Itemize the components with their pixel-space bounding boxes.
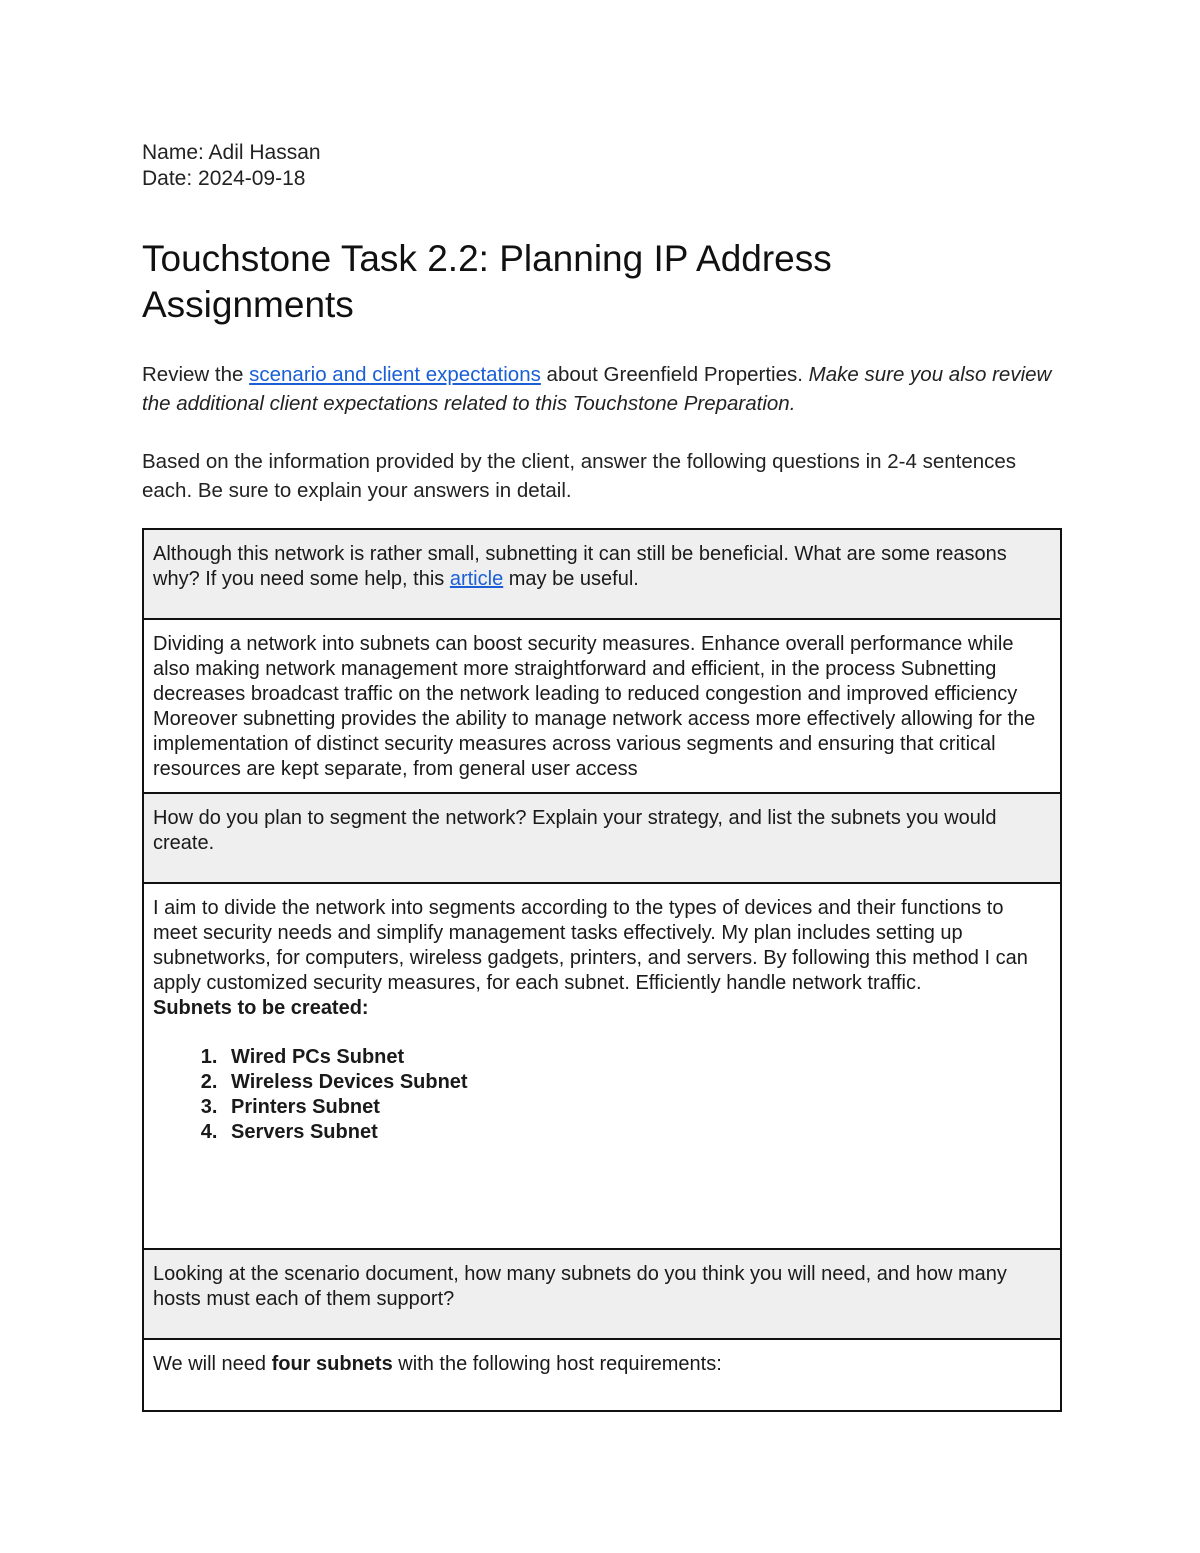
table-row xyxy=(143,793,1061,883)
answer-2-cell[interactable] xyxy=(143,883,1061,1249)
question-1-cell xyxy=(143,529,1061,619)
intro-suffix: about Greenfield Properties. xyxy=(540,363,809,386)
document-page xyxy=(142,140,1062,505)
student-name: Name: Adil Hassan xyxy=(142,141,321,164)
question-1-suffix: may be useful. xyxy=(503,568,639,590)
table-row xyxy=(143,1339,1061,1411)
intro-paragraph xyxy=(142,360,1062,418)
answer-3-cell[interactable] xyxy=(143,1339,1061,1411)
answer-2-text: I aim to divide the network into segments according to the types of devices and their functions to meet security needs and simplify management tasks effectively. My plan includes setting up subnetworks, for computers, wireless gadgets, printers, and servers. By following this method I can apply customized security measures, for each subnet. Efficiently handle network traffic. xyxy=(153,897,1028,994)
list-item: 4. Servers Subnet xyxy=(223,1120,1051,1145)
instructions-paragraph: Based on the information provided by the client, answer the following questions in 2-4 sentences each. Be sure to explain your answers in detail. xyxy=(142,450,1017,502)
question-3-cell: Looking at the scenario document, how many subnets do you think you will need, and how many hosts must each of them support? xyxy=(143,1249,1061,1339)
table-row xyxy=(143,529,1061,619)
answer-3-bold: four subnets xyxy=(271,1353,393,1375)
scenario-link[interactable]: scenario and client expectations xyxy=(249,363,541,386)
intro-italic-note: Make sure you also review the additional client expectations related to this Touchstone Preparation. xyxy=(142,363,1052,415)
submission-date: Date: 2024-09-18 xyxy=(142,167,306,190)
article-link[interactable]: article xyxy=(449,568,504,590)
table-row xyxy=(143,619,1061,793)
answer-3-suffix: with the following host requirements: xyxy=(392,1353,722,1375)
list-item: 3. Printers Subnet xyxy=(223,1095,1051,1120)
question-2-cell: How do you plan to segment the network? Explain your strategy, and list the subnets you would create. xyxy=(143,793,1061,883)
table-row xyxy=(143,883,1061,1249)
answer-1-cell[interactable]: Dividing a network into subnets can boost security measures. Enhance overall performance while also making network management more straightforward and efficient, in the process Subnetting decreases broadcast traffic on the network leading to reduced congestion and improved efficiency Moreover subnetting provides the ability to manage network access more effectively allowing for the implementation of distinct security measures across various segments and ensuring that critical resources are kept separate, from general user access xyxy=(143,619,1061,793)
page-title: Touchstone Task 2.2: Planning IP Address Assignments xyxy=(142,238,832,325)
question-1-prefix: Although this network is rather small, subnetting it can still be beneficial. What are some reasons why? If you need some help, this xyxy=(153,543,1007,590)
table-row xyxy=(143,1249,1061,1339)
list-item: 1. Wired PCs Subnet xyxy=(223,1045,1051,1070)
answer-3-prefix: We will need xyxy=(153,1353,272,1375)
intro-prefix: Review the xyxy=(142,363,250,386)
question-answer-table xyxy=(142,528,1062,1412)
subnets-heading: Subnets to be created: xyxy=(153,997,369,1019)
subnets-list xyxy=(153,1045,1051,1145)
list-item: 2. Wireless Devices Subnet xyxy=(223,1070,1051,1095)
